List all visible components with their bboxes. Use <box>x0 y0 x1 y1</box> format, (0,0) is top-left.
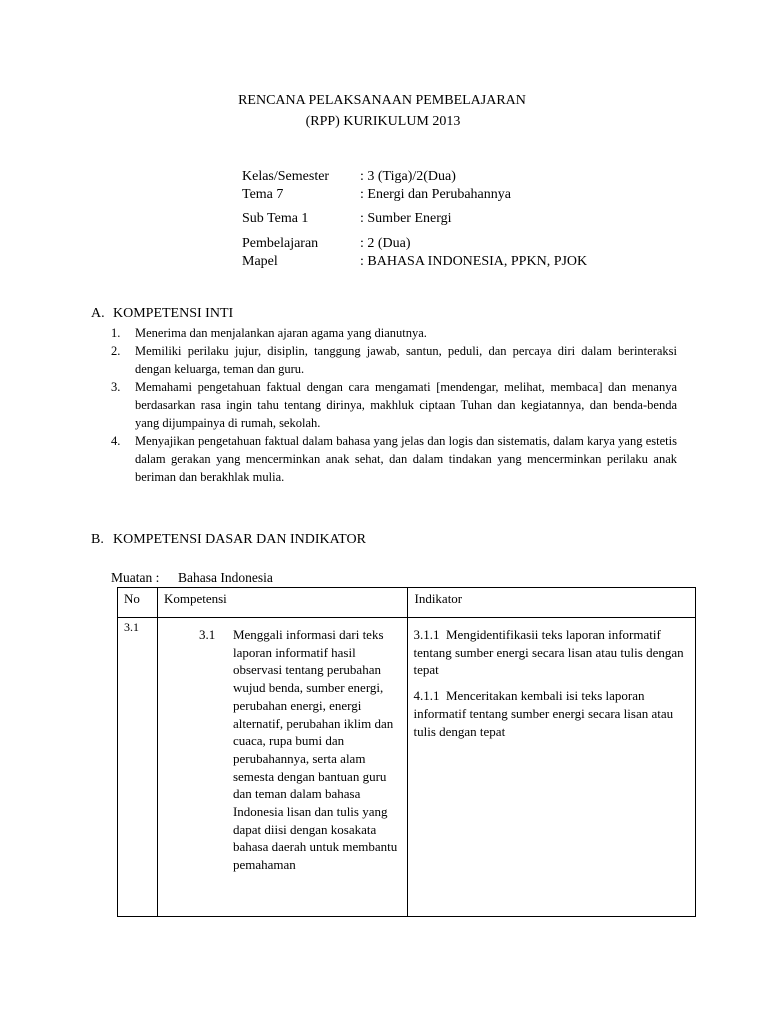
meta-key: Mapel <box>242 254 278 269</box>
cell-kompetensi <box>157 618 408 917</box>
section-a-heading <box>91 305 233 323</box>
cell-no: 3.1 <box>118 618 158 917</box>
list-item <box>111 432 677 486</box>
indikator-text: Menceritakan kembali isi teks laporan informatif tentang sumber energi secara lisan atau tulis dengan tepat <box>413 688 674 739</box>
section-letter: A. <box>91 306 105 321</box>
list-number: 3. <box>111 380 121 394</box>
header-kompetensi: Kompetensi <box>157 588 408 618</box>
list-item <box>111 324 677 342</box>
list-text: Memahami pengetahuan faktual dengan cara mengamati [mendengar, melihat, membaca] dan menanya berdasarkan rasa ingin tahu tentang dirinya, makhluk ciptaan Tuhan dan kegiatannya, dan benda-benda yang dijumpainya di rumah, sekolah. <box>135 380 677 430</box>
meta-key: Pembelajaran <box>242 236 319 251</box>
kompetensi-number: 3.1 <box>198 627 216 642</box>
section-title: KOMPETENSI DASAR DAN INDIKATOR <box>113 532 366 547</box>
meta-value: : 3 (Tiga)/2(Dua) <box>360 169 456 184</box>
cell-indikator <box>408 618 696 917</box>
list-text: Menerima dan menjalankan ajaran agama yang dianutnya. <box>135 326 427 340</box>
indikator-code: 4.1.1 <box>413 688 440 704</box>
kompetensi-dasar-table <box>117 587 696 917</box>
list-item <box>111 342 677 378</box>
section-letter: B. <box>91 532 104 547</box>
header-indikator: Indikator <box>408 588 696 618</box>
list-number: 1. <box>111 326 121 340</box>
meta-value: : Energi dan Perubahannya <box>360 187 511 202</box>
list-text: Menyajikan pengetahuan faktual dalam bahasa yang jelas dan logis dan sistematis, dalam karya yang estetis dalam gerakan yang mencerminkan anak sehat, dan dalam tindakan yang mencerminkan perilaku anak beriman dan berakhlak mulia. <box>135 434 677 484</box>
list-text: Memiliki perilaku jujur, disiplin, tanggung jawab, santun, peduli, dan percaya diri dalam berinteraksi dengan keluarga, teman dan guru. <box>135 344 677 376</box>
section-b-heading <box>91 531 366 549</box>
list-item <box>111 378 677 432</box>
meta-value: : 2 (Dua) <box>360 236 411 251</box>
indikator-code: 3.1.1 <box>413 627 440 642</box>
section-title: KOMPETENSI INTI <box>113 306 234 321</box>
indikator-item <box>413 626 691 679</box>
muatan-label: Muatan : <box>111 570 160 585</box>
meta-key: Sub Tema 1 <box>242 211 309 226</box>
meta-value: : Sumber Energi <box>360 211 452 226</box>
muatan-value: Bahasa Indonesia <box>178 570 273 585</box>
table-header-row <box>118 588 696 618</box>
meta-value: : BAHASA INDONESIA, PPKN, PJOK <box>360 254 588 269</box>
document-title: RENCANA PELAKSANAAN PEMBELAJARAN <box>238 93 526 108</box>
indikator-item <box>413 687 691 740</box>
meta-key: Kelas/Semester <box>242 169 330 184</box>
kompetensi-text: Menggali informasi dari teks laporan informatif hasil observasi tentang perubahan wujud benda, sumber energi, perubahan energi, energi alternatif, perubahan iklim dan cuaca, rupa bumi dan perubahannya, serta alam semesta dengan bantuan guru dan teman dalam bahasa Indonesia lisan dan tulis yang dapat diisi dengan kosakata bahasa daerah untuk membantu pemahaman <box>232 627 398 873</box>
header-no: No <box>118 588 158 618</box>
table-row <box>118 618 696 917</box>
meta-key: Tema 7 <box>242 187 284 202</box>
list-number: 4. <box>111 434 121 448</box>
kompetensi-inti-list <box>111 324 677 486</box>
indikator-text: Mengidentifikasii teks laporan informatif tentang sumber energi secara lisan atau tulis dengan tepat <box>413 627 684 678</box>
document-subtitle: (RPP) KURIKULUM 2013 <box>305 114 461 129</box>
list-number: 2. <box>111 344 121 358</box>
muatan-line <box>111 569 273 587</box>
